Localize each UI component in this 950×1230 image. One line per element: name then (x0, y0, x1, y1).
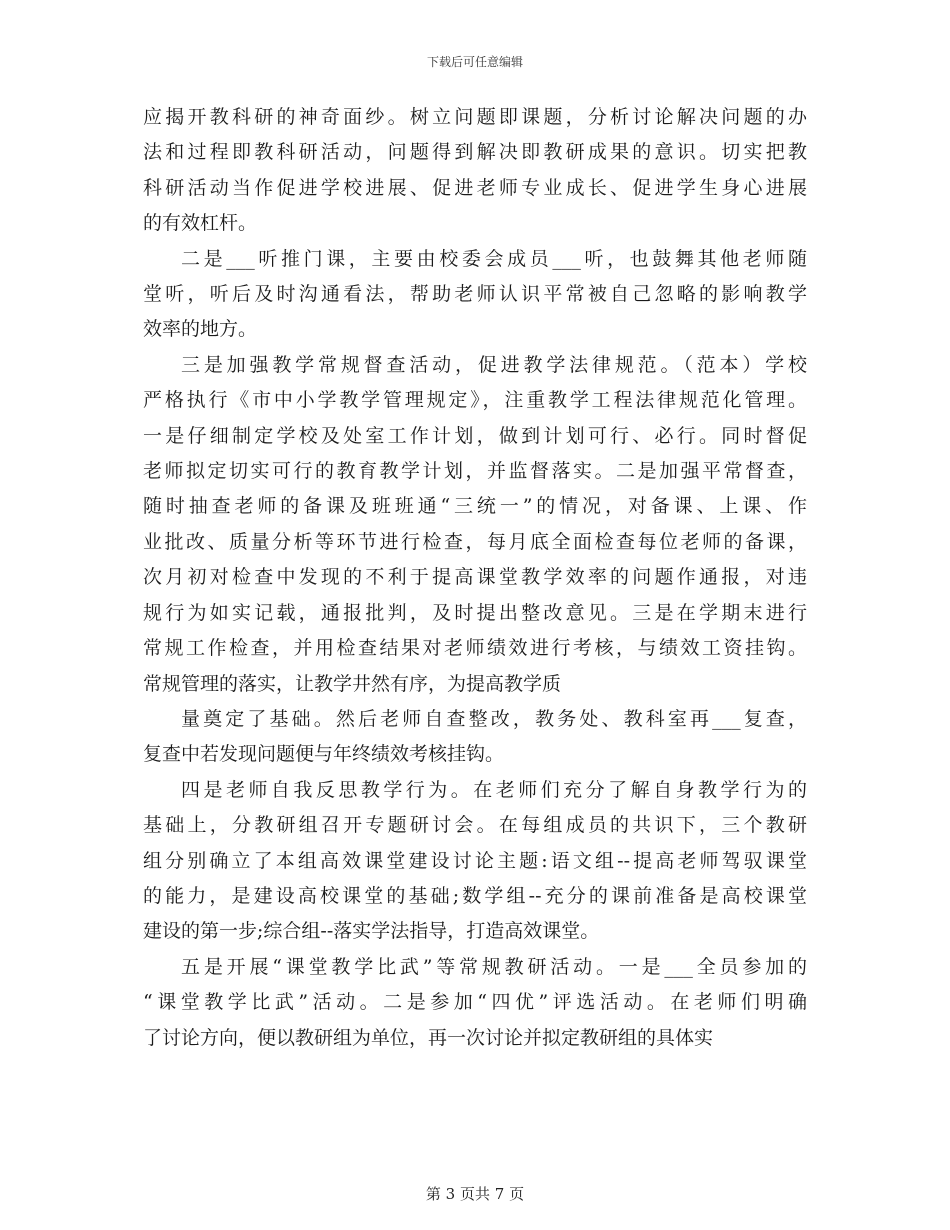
text-line: 四是老师自我反思教学行为。在老师们充分了解自身教学行为的 (181, 778, 807, 801)
text-line: 效率的地方。 (143, 318, 258, 341)
text-line: 应揭开教科研的神奇面纱。树立问题即课题，分析讨论解决问题的办 (143, 106, 807, 128)
text-line: 次月初对检查中发现的不利于提高课堂教学效率的问题作通报，对违 (143, 566, 807, 589)
text-line: 建设的第一步;综合组--落实学法指导，打造高效课堂。 (143, 920, 600, 943)
text-line: 一是仔细制定学校及处室工作计划，做到计划可行、必行。同时督促 (143, 424, 807, 447)
paragraph (143, 950, 807, 1056)
text-line: 业批改、质量分析等环节进行检查，每月底全面检查每位老师的备课， (143, 530, 807, 553)
text-line: 老师拟定切实可行的教育教学计划，并监督落实。二是加强平常督查， (143, 460, 807, 483)
paragraph (143, 348, 807, 702)
text-line: 三是加强教学常规督查活动，促进教学法律规范。（范本）学校 (181, 353, 807, 376)
text-line: 随时抽查老师的备课及班班通“三统一”的情况，对备课、上课、作 (143, 495, 807, 518)
text-line: 复查中若发现问题便与年终绩效考核挂钩。 (143, 743, 505, 766)
page-header: 下载后可任意编辑 (426, 55, 523, 69)
text-line: 规行为如实记载，通报批判，及时提出整改意见。三是在学期末进行 (143, 601, 807, 624)
text-line: “课堂教学比武”活动。二是参加“四优”评选活动。在老师们明确 (143, 991, 807, 1014)
document-body (143, 100, 807, 1056)
text-line: 常规管理的落实，让教学井然有序，为提高教学质 (143, 672, 562, 695)
text-line: 法和过程即教科研活动，问题得到解决即教研成果的意识。切实把教 (143, 141, 807, 164)
paragraph (143, 773, 807, 950)
text-line: 的有效杠杆。 (143, 212, 258, 235)
text-line: 的能力，是建设高校课堂的基础;数学组--充分的课前准备是高校课堂 (143, 884, 807, 907)
page-number-footer: 第 3 页共 7 页 (425, 1185, 525, 1203)
text-line: 五是开展“课堂教学比武”等常规教研活动。一是___全员参加的 (181, 955, 807, 978)
text-line: 了讨论方向，便以教研组为单位，再一次讨论并拟定教研组的具体实 (143, 1026, 714, 1049)
paragraph (143, 702, 807, 773)
paragraph (143, 242, 807, 348)
text-line: 组分别确立了本组高效课堂建设讨论主题:语文组--提高老师驾驭课堂 (143, 849, 807, 872)
text-line: 堂听，听后及时沟通看法，帮助老师认识平常被自己忽略的影响教学 (143, 283, 807, 306)
paragraph (143, 100, 807, 242)
text-line: 科研活动当作促进学校进展、促进老师专业成长、促进学生身心进展 (143, 176, 807, 199)
text-line: 二是___听推门课，主要由校委会成员___听，也鼓舞其他老师随 (181, 247, 807, 270)
text-line: 常规工作检查，并用检查结果对老师绩效进行考核，与绩效工资挂钩。 (143, 637, 807, 660)
text-line: 基础上，分教研组召开专题研讨会。在每组成员的共识下，三个教研 (143, 814, 807, 837)
text-line: 量奠定了基础。然后老师自查整改，教务处、教科室再___复查， (181, 707, 807, 730)
text-line: 严格执行《市中小学教学管理规定》，注重教学工程法律规范化管理。 (143, 389, 807, 412)
